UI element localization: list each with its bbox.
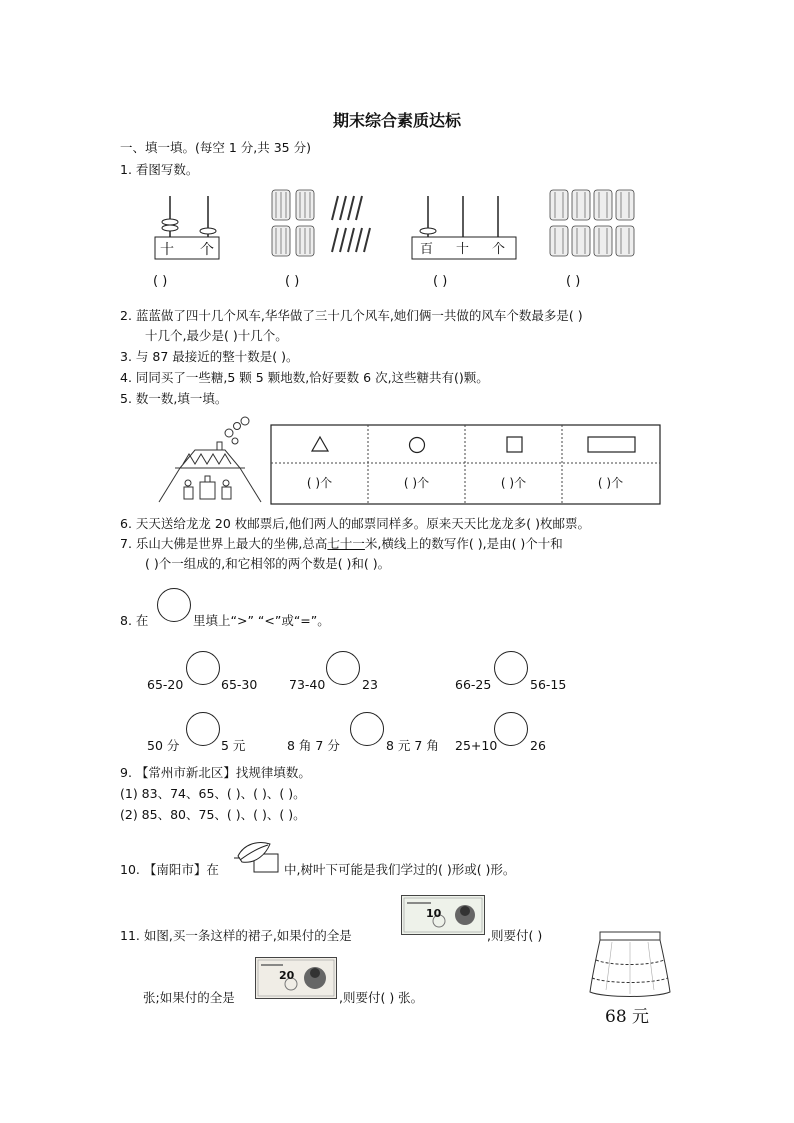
banknote-10-icon: [401, 895, 485, 935]
q8-example-circle: [157, 588, 191, 622]
q8-r1-c-right: 56-15: [530, 677, 567, 692]
q8-r1-b-circle[interactable]: [326, 651, 360, 685]
q7-line1: [120, 535, 563, 553]
q8-post: 里填上“>” “<”或“=”。: [193, 613, 330, 628]
abacus-2-ones-label: 个: [492, 242, 506, 257]
q7-post: 米,横线上的数写作( ),是由( )个十和: [364, 536, 563, 551]
q1-answer-1[interactable]: ( ): [153, 274, 168, 289]
q8-r2-a-left: 50 分: [147, 738, 180, 753]
house-illustration: [155, 416, 265, 506]
q8-r2-a-circle[interactable]: [186, 712, 220, 746]
q1-text: 1. 看图写数。: [120, 162, 199, 177]
stick-bundles-1: [268, 186, 378, 266]
square-icon: [506, 436, 524, 454]
q1-answer-2[interactable]: ( ): [285, 274, 300, 289]
circle-icon: [408, 436, 426, 454]
q11-line2-post: ,则要付( ) 张。: [339, 990, 424, 1005]
section-heading: 一、填一填。(每空 1 分,共 35 分): [120, 140, 311, 155]
q8-r2-a-right: 5 元: [221, 738, 246, 753]
q8-r1-a-left: 65-20: [147, 677, 184, 692]
abacus-1-tens-label: 十: [160, 242, 174, 258]
q8-r1-c-circle[interactable]: [494, 651, 528, 685]
q6-text: 6. 天天送给龙龙 20 枚邮票后,他们两人的邮票同样多。原来天天比龙龙多( )枚邮票。: [120, 516, 590, 531]
abacus-2-tens-label: 十: [456, 242, 470, 257]
q5-answer-rectangle[interactable]: ( )个: [597, 476, 624, 490]
q8-r1-b-left: 73-40: [289, 677, 326, 692]
q7-pre: 7. 乐山大佛是世界上最大的坐佛,总高: [120, 536, 328, 551]
q8-pre: 8. 在: [120, 613, 149, 628]
page-title: 期末综合素质达标: [332, 111, 461, 130]
skirt-illustration: [590, 928, 670, 1000]
q1-answer-3[interactable]: ( ): [433, 274, 448, 289]
q9-text: 9. 【常州市新北区】找规律填数。: [120, 765, 311, 780]
skirt-price: 68 元: [605, 1007, 650, 1027]
q2-line2: 十几个,最少是( )十几个。: [145, 328, 288, 343]
triangle-icon: [311, 436, 329, 452]
q5-text: 5. 数一数,填一填。: [120, 391, 228, 406]
q8-r1-c-left: 66-25: [455, 677, 492, 692]
q11-line2-pre: 张;如果付的全是: [143, 990, 235, 1005]
q7-line2: ( )个一组成的,和它相邻的两个数是( )和( )。: [145, 556, 391, 571]
abacus-2-hundreds-label: 百: [420, 242, 434, 257]
q10-pre: 10. 【南阳市】在: [120, 862, 219, 877]
banknote-10-denomination: 10: [426, 907, 442, 920]
q11-pre: 11. 如图,买一条这样的裙子,如果付的全是: [120, 928, 352, 943]
q3-text: 3. 与 87 最接近的整十数是( )。: [120, 349, 299, 364]
q8-r1-b-right: 23: [362, 677, 378, 692]
q4-text: 4. 同同买了一些糖,5 颗 5 颗地数,恰好要数 6 次,这些糖共有()颗。: [120, 370, 489, 385]
banknote-20-icon: [255, 957, 337, 999]
banknote-20-denomination: 20: [279, 969, 295, 982]
q10-post: 中,树叶下可能是我们学过的( )形或( )形。: [284, 862, 516, 877]
q9-part1: (1) 83、74、65、( )、( )、( )。: [120, 786, 306, 801]
q8-r2-b-circle[interactable]: [350, 712, 384, 746]
q11-mid: ,则要付( ): [487, 928, 543, 943]
q8-r2-c-right: 26: [530, 738, 546, 753]
q2-line1: 2. 蓝蓝做了四十几个风车,华华做了三十几个风车,她们俩一共做的风车个数最多是( ): [120, 308, 583, 323]
rectangle-icon: [587, 436, 637, 454]
q9-part2: (2) 85、80、75、( )、( )、( )。: [120, 807, 306, 822]
q8-r2-b-right: 8 元 7 角: [386, 738, 439, 753]
q5-answer-square[interactable]: ( )个: [500, 476, 527, 490]
q8-r2-b-left: 8 角 7 分: [287, 738, 340, 753]
q1-answer-4[interactable]: ( ): [566, 274, 581, 289]
q5-answer-circle[interactable]: ( )个: [403, 476, 430, 490]
q8-r2-c-circle[interactable]: [494, 712, 528, 746]
q5-answer-triangle[interactable]: ( )个: [306, 476, 333, 490]
q8-r1-a-right: 65-30: [221, 677, 258, 692]
abacus-1-ones-label: 个: [200, 242, 214, 258]
stick-bundles-2: [548, 186, 648, 266]
q7-underlined: 七十一: [327, 536, 365, 551]
q8-r2-c-left: 25+10: [455, 738, 498, 753]
q8-r1-a-circle[interactable]: [186, 651, 220, 685]
leaf-icon: [234, 838, 282, 874]
